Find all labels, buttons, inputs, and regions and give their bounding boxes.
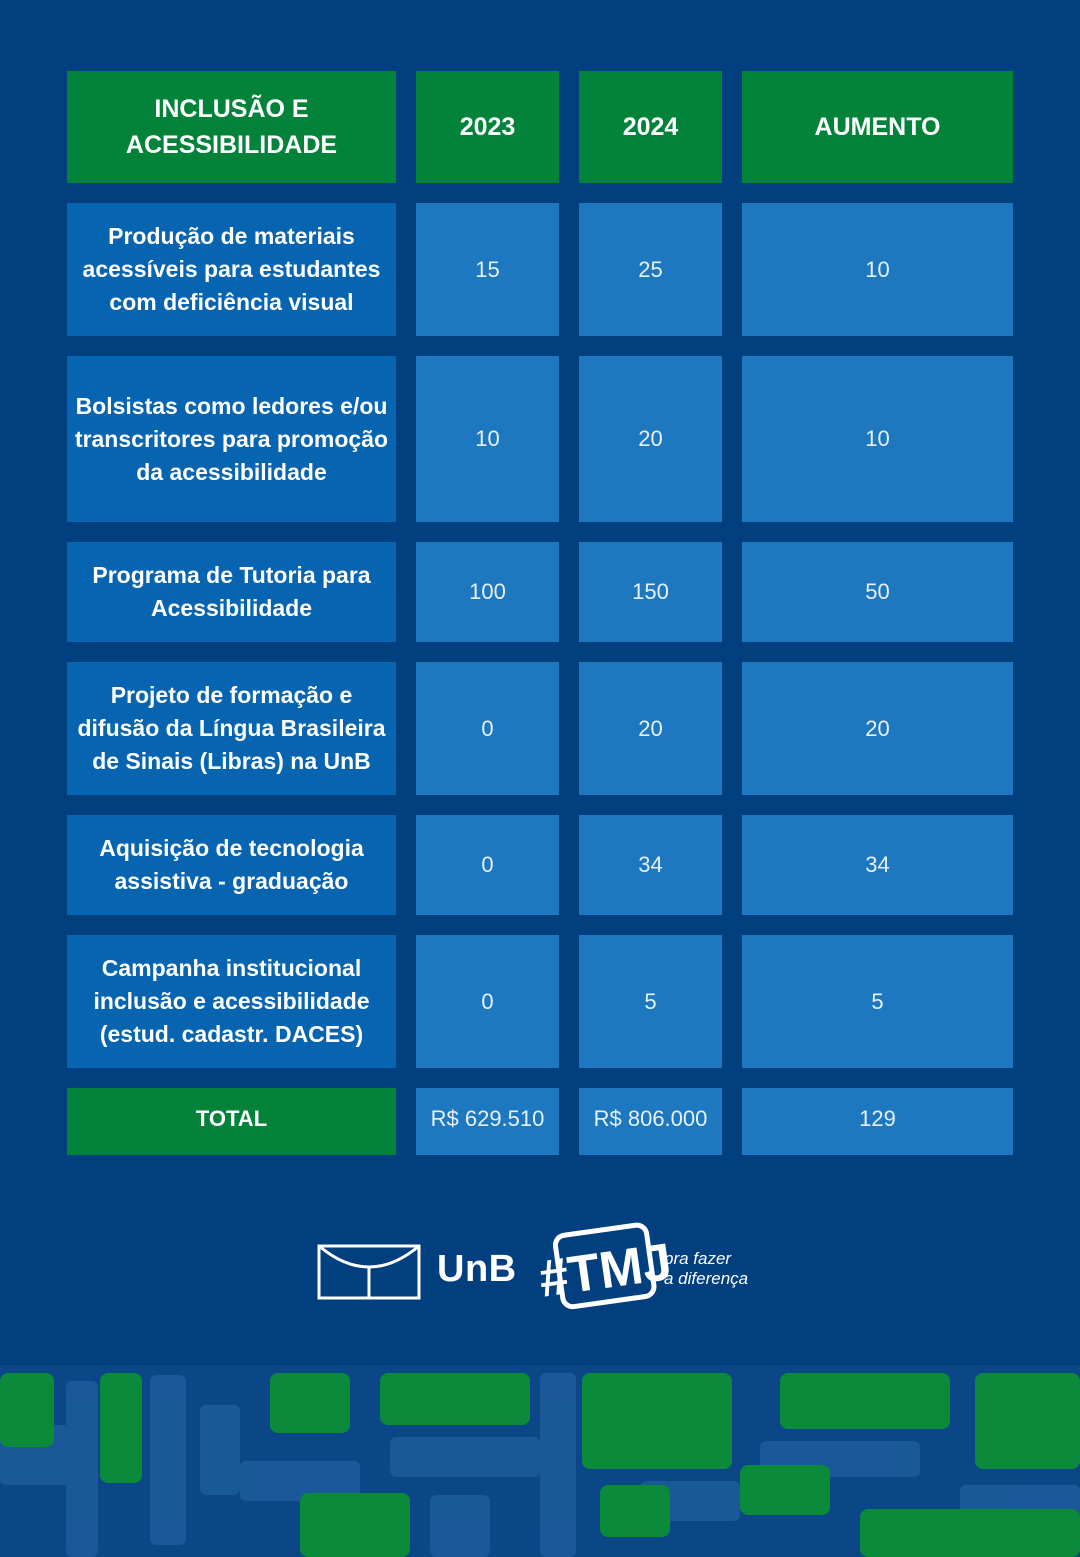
tmj-logo-text: #TMJ: [535, 1232, 676, 1309]
unb-logo-text: UnB: [437, 1248, 517, 1290]
row-value-increase: 10: [742, 203, 1013, 336]
total-value-2023: R$ 629.510: [416, 1088, 559, 1155]
row-label: Produção de materiais acessíveis para estudantes com deficiência visual: [67, 203, 396, 336]
row-value-2023: 0: [416, 662, 559, 795]
row-value-2023: 100: [416, 542, 559, 642]
unb-logo-icon: [317, 1244, 421, 1300]
row-value-2023: 15: [416, 203, 559, 336]
row-label: Bolsistas como ledores e/ou transcritores para promoção da acessibilidade: [67, 356, 396, 522]
row-value-increase: 34: [742, 815, 1013, 915]
row-value-2023: 10: [416, 356, 559, 522]
total-value-2024: R$ 806.000: [579, 1088, 722, 1155]
row-value-2023: 0: [416, 815, 559, 915]
row-label: Projeto de formação e difusão da Língua Brasileira de Sinais (Libras) na UnB: [67, 662, 396, 795]
row-value-increase: 20: [742, 662, 1013, 795]
header-2023: 2023: [416, 71, 559, 183]
decorative-pattern: [0, 1365, 1080, 1557]
tmj-logo-icon: [535, 1220, 676, 1316]
row-value-increase: 5: [742, 935, 1013, 1068]
header-category: INCLUSÃO E ACESSIBILIDADE: [67, 71, 396, 183]
row-value-2023: 0: [416, 935, 559, 1068]
tagline-line-1: pra fazer: [664, 1249, 732, 1268]
header-2024: 2024: [579, 71, 722, 183]
row-label: Campanha institucional inclusão e acessibilidade (estud. cadastr. DACES): [67, 935, 396, 1068]
row-value-2024: 150: [579, 542, 722, 642]
row-value-increase: 50: [742, 542, 1013, 642]
header-increase: AUMENTO: [742, 71, 1013, 183]
row-value-2024: 25: [579, 203, 722, 336]
row-label: Programa de Tutoria para Acessibilidade: [67, 542, 396, 642]
row-value-2024: 5: [579, 935, 722, 1068]
row-label: Aquisição de tecnologia assistiva - graduação: [67, 815, 396, 915]
tagline-line-2: a diferença: [664, 1269, 749, 1288]
tagline: [664, 1249, 794, 1289]
row-value-increase: 10: [742, 356, 1013, 522]
row-value-2024: 20: [579, 662, 722, 795]
row-value-2024: 34: [579, 815, 722, 915]
total-value-increase: 129: [742, 1088, 1013, 1155]
total-label: TOTAL: [67, 1088, 396, 1155]
row-value-2024: 20: [579, 356, 722, 522]
